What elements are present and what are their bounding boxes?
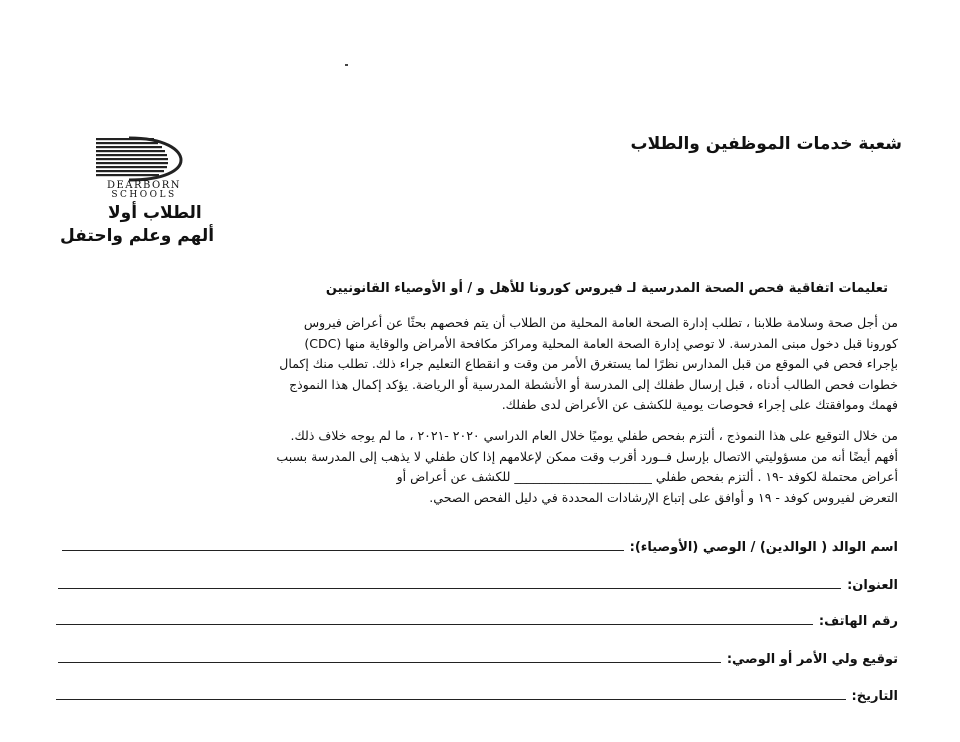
signature-label: توقيع ولي الأمر أو الوصي: (726, 652, 898, 667)
dearborn-schools-logo-icon (93, 136, 195, 200)
logo-line1: DEARBORN (106, 180, 182, 191)
date-field[interactable] (56, 682, 898, 704)
address-field[interactable] (58, 571, 898, 593)
phone-field[interactable] (56, 607, 898, 629)
paragraph-instructions (56, 313, 898, 416)
logo-line2: SCHOOLS (111, 190, 177, 200)
slogan-students-first: الطلاب أولا (108, 203, 202, 223)
signature-field[interactable] (58, 645, 898, 667)
department-name: شعبة خدمات الموظفين والطلاب (630, 134, 902, 154)
date-line[interactable] (56, 699, 846, 700)
address-line[interactable] (58, 588, 841, 589)
paragraph-line: بإجراء فحص في الموقع من قبل المدارس نظرًا لما يستغرق الأمر من وقت و انقطاع التعليم جراء ذلك. تطلب منك إكمال (279, 356, 898, 371)
paragraph-line: كورونا قبل دخول مبنى المدرسة. لا توصي إدارة الصحة العامة المحلية ومراكز مكافحة الأمراض والوقاية منها (CDC) (304, 335, 898, 351)
parent-name-field[interactable] (62, 533, 898, 555)
parent-name-label: اسم الوالد ( الوالدين) / الوصي (الأوصياء): (629, 540, 898, 555)
paragraph-line: أفهم أيضًا أنه من مسؤوليتي الاتصال بإرسل فــورد أقرب وقت ممكن لإعلامهم إذا كان طفلي لا يذهب إلى المدرسة بسبب (276, 448, 898, 464)
phone-label: رقم الهاتف: (818, 614, 898, 629)
paragraph-commitment (56, 426, 898, 508)
slogan-inspire: ألهم وعلم واحتفل (60, 226, 215, 246)
paragraph-line: فهمك وموافقتك على إجراء فحوصات يومية للكشف عن الأعراض لدى طفلك. (501, 397, 898, 412)
date-label: التاريخ: (851, 689, 898, 704)
paragraph-line: أعراض محتملة لكوفد -١٩ . ألتزم بفحص طفلي ______________________ للكشف عن أعراض أو (396, 469, 898, 484)
scan-speck (345, 64, 348, 66)
document-title: تعليمات اتفاقية فحص الصحة المدرسية لـ فيروس كورونا للأهل و / أو الأوصياء القانونيين (325, 281, 888, 296)
paragraph-line: من خلال التوقيع على هذا النموذج ، ألتزم بفحص طفلي يوميًا خلال العام الدراسي ٢٠٢٠ -٢٠٢١ ، ما لم يوجه خلاف ذلك. (290, 428, 898, 443)
address-label: العنوان: (847, 578, 898, 593)
paragraph-line: التعرض لفيروس كوفد - ١٩ و أوافق على إتباع الإرشادات المحددة في دليل الفحص الصحي. (429, 489, 898, 505)
logo-stripes (96, 138, 168, 176)
parent-name-line[interactable] (62, 550, 624, 551)
paragraph-line: من أجل صحة وسلامة طلابنا ، تطلب إدارة الصحة العامة المحلية من الطلاب أن يتم فحصهم بحثًا عن أعراض فيروس (303, 315, 898, 330)
paragraph-line: خطوات فحص الطالب أدناه ، قبل إرسال طفلك إلى المدرسة أو الأنشطة المدرسية أو الرياضة. يؤكد إكمال هذا النموذج (289, 376, 898, 392)
phone-line[interactable] (56, 624, 813, 625)
signature-line[interactable] (58, 662, 721, 663)
